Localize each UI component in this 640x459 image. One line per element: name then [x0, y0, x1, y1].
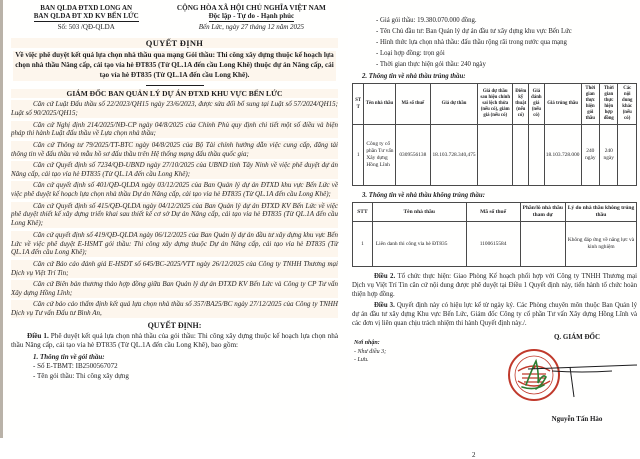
article-3-text: Quyết định này có hiệu lực kể từ ngày ký. Các Phòng chuyên môn thuộc Ban Quản lý dự án đầu tư xây dựng Khu vực Bến Lức, Giám đốc Công ty cổ phần Tư vấn Xây dựng Hồng Lĩnh và các đơn vị liên quan chịu trách nhiệm thi hành Quyết định này./.: [352, 301, 637, 327]
org-parent-name: BAN QLDA ĐTXD LONG AN: [40, 4, 133, 12]
col-contract-duration: Thời gian thực hiện hợp đồng: [600, 84, 618, 125]
article-1-label: Điều 1.: [27, 332, 49, 341]
col-other-contents: Các nội dung khác (nếu có): [618, 84, 637, 125]
col-bid-price: Giá dự thầu: [431, 84, 478, 125]
article-2-text: Tổ chức thực hiện: Giao Phòng Kế hoạch phối hợp với Công ty TNHH Thương mại Dịch vụ Việt Trí Tin căn cứ nội dung được phê duyệt tại Điều 1 Quyết định này, tiến hành tổ chức hoàn thiện hợp đồng.: [352, 273, 637, 298]
cell-lot-participated: [520, 222, 565, 267]
article-1: [11, 332, 338, 351]
cell-tax-code: 1100615584: [466, 222, 520, 267]
cell-rejection-reason: Không đáp ứng về năng lực và kinh nghiệm: [565, 222, 636, 267]
cell-other-contents: [618, 125, 637, 186]
col-lot-participated: Phần/lô nhà thầu tham dự: [520, 203, 565, 222]
article-2-label: Điều 2.: [374, 273, 396, 281]
place-dateline: Bến Lức, ngày 27 tháng 12 năm 2025: [198, 23, 304, 31]
national-header-block: [165, 4, 338, 31]
cell-tax-code: 0309556138: [395, 125, 431, 186]
winning-bidder-table: [352, 83, 637, 186]
document-number: Số: 503 /QĐ-QLDA: [57, 23, 115, 31]
signature-block: [352, 332, 637, 459]
title-separator: [146, 85, 204, 86]
col-winning-price: Giá trúng thầu: [544, 84, 581, 125]
national-motto: Độc lập - Tự do - Hạnh phúc: [208, 12, 295, 20]
recital-paragraph: Căn cứ Quyết định số 7234/QĐ-UBND ngày 27/10/2025 của UBND tỉnh Tây Ninh về việc phê duyệt dự án Nâng cấp, cải tạo vỉa hè ĐT835 (Từ QL.1A đến cầu Long Khê);: [11, 161, 338, 178]
recitals-block: [11, 100, 338, 318]
section-2-heading: 2. Thông tin về nhà thầu trúng thầu:: [362, 73, 466, 81]
package-info-item: - Tên Chủ đầu tư: Ban Quản lý dự án đầu tư xây dựng khu vực Bến Lức: [376, 27, 572, 35]
cell-winning-price: 18.103.728.000: [544, 125, 581, 186]
col-evaluated-price: Giá đánh giá (nếu có): [529, 84, 545, 125]
unsuccessful-bidder-table: [352, 202, 637, 267]
package-info-continued: [352, 16, 637, 70]
winning-bidder-row: [353, 125, 637, 186]
recital-paragraph: Căn cứ Nghị định 214/2025/NĐ-CP ngày 04/8/2025 của Chính Phủ quy định chi tiết một số điều và biện pháp thi hành Luật đấu thầu về Lựa chọn nhà thầu;: [11, 120, 338, 138]
col-package-duration: Thời gian thực hiện gói thầu: [581, 84, 599, 125]
package-info-item: - Loại hợp đồng: trọn gói: [376, 49, 445, 57]
recital-paragraph: Căn cứ Thông tư 79/2025/TT-BTC ngày 04/8/2025 của Bộ Tài chính hướng dẫn việc cung cấp, đăng tải thông tin về đấu thầu và mẫu hồ sơ đấu thầu trên Hệ thống mạng đấu thầu quốc gia;: [11, 140, 338, 158]
cell-package-duration: 240 ngày: [581, 125, 599, 186]
recipients-label: Nơi nhận:: [354, 339, 380, 346]
recital-paragraph: Căn cứ Luật Đấu thầu số 22/2023/QH15 ngày 23/6/2023, được sửa đổi bổ sung tại Luật số 57/2024/QH15; Luật số 90/2025/QH15;: [11, 100, 338, 118]
org-name: BAN QLDA ĐT XD KV BẾN LỨC: [33, 12, 139, 20]
col-stt: STT: [353, 203, 373, 222]
signer-title: Q. GIÁM ĐỐC: [553, 332, 601, 341]
col-tax-code: Mã số thuế: [395, 84, 431, 125]
col-technical-score: Điểm kỹ thuật (nếu có): [513, 84, 529, 125]
recipient-item: - Như điều 3;: [354, 348, 387, 355]
cell-stt: 1: [353, 125, 364, 186]
col-rejection-reason: Lý do nhà thầu không trúng thầu: [565, 203, 636, 222]
cell-contractor-name: Công ty cổ phần Tư vấn Xây dựng Hồng Lĩnh: [364, 125, 395, 186]
article-1-text: Phê duyệt kết quả lựa chọn nhà thầu của gói thầu: Thi công xây dựng thuộc kế hoạch lựa chọn nhà thầu Nâng cấp, cải tạo vỉa hè ĐT835 (Từ QL.1A đến cầu Long Khê), bao gồm:: [11, 332, 339, 350]
recital-paragraph: Căn cứ quyết định số 401/QĐ-QLDA ngày 03/12/2025 của Ban Quản lý dự án ĐTXD khu vực Bến Lức về việc phê duyệt kế hoạch lựa chọn nhà thầu Dự án Nâng cấp, cải tạo vỉa hè ĐT835 (Từ QL.1A đến cầu Long Khê);: [11, 181, 338, 199]
col-contractor-name: Tên nhà thầu: [372, 203, 466, 222]
document-page-2: [350, 0, 640, 459]
package-info-item: - Giá gói thầu: 19.380.070.000 đồng.: [376, 17, 477, 24]
article-3: [352, 302, 637, 329]
cell-contract-duration: 240 ngày: [600, 125, 618, 186]
signer-name: Nguyễn Tấn Hào: [551, 414, 603, 423]
recipient-item: - Lưu.: [354, 357, 369, 364]
cell-stt: 1: [353, 222, 373, 267]
stamp-signature-graphic: [482, 341, 640, 411]
col-tax-code: Mã số thuế: [466, 203, 520, 222]
unsuccessful-bidder-row: [353, 222, 637, 267]
document-title: QUYẾT ĐỊNH: [11, 38, 338, 48]
cell-bid-price: 18.103.728.340,475: [431, 125, 478, 186]
package-info-item: - Tên gói thầu: Thi công xây dựng: [33, 371, 129, 380]
recital-paragraph: Căn cứ Báo cáo đánh giá E-HSDT số 645/BC-2025/VTT ngày 26/12/2025 của Công ty TNHH Thương mại Dịch vụ Việt Trí Tin;: [11, 259, 338, 277]
national-title: CỘNG HÒA XÃ HỘI CHỦ NGHĨA VIỆT NAM: [176, 4, 326, 12]
col-contractor-name: Tên nhà thầu: [364, 84, 395, 125]
issuing-org-block: [11, 4, 161, 31]
article-2: [352, 273, 637, 300]
document-header: [11, 4, 338, 31]
cell-contractor-name: Liên danh thi công vỉa hè ĐT835: [372, 222, 466, 267]
recipients-list: [354, 339, 386, 365]
decision-heading: QUYẾT ĐỊNH:: [147, 321, 202, 331]
authority-heading: GIÁM ĐỐC BAN QUẢN LÝ DỰ ÁN ĐTXD KHU VỰC BẾN LỨC: [11, 89, 338, 98]
official-stamp-and-signature: [482, 341, 640, 416]
document-subtitle: Về việc phê duyệt kết quả lựa chọn nhà thầu qua mạng Gói thầu: Thi công xây dựng thuộc kế hoạch lựa chọn nhà thầu Nâng cấp, cải tạo vỉa hè ĐT835 (Từ QL.1A đến cầu Long Khê) thuộc dự án Nâng cấp, cải tạo vỉa hè ĐT835 (Từ QL.1A đến cầu Long Khê).: [13, 51, 336, 81]
col-adjusted-bid-price: Giá dự thầu sau hiệu chỉnh sai lệch thừa (nếu có), giảm giá (nếu có): [477, 84, 513, 125]
recital-paragraph: Căn cứ Quyết định số 415/QĐ-QLDA ngày 04/12/2025 của Ban Quản lý dự án ĐTXD KV Bến Lức về việc phê duyệt thiết kế xây dựng triển khai sau thiết kế cơ sở Dự án Nâng cấp, cải tạo vỉa hè ĐT835 (Từ QL.1A đến cầu Long Khê);: [11, 201, 338, 228]
unsuccessful-bidder-header-row: [353, 203, 637, 222]
cell-evaluated-price: [529, 125, 545, 186]
winning-bidder-header-row: [353, 84, 637, 125]
official-stamp: [509, 350, 559, 400]
recital-paragraph: Căn cứ Biên bản thương thảo hợp đồng giữa Ban Quản lý dự án ĐTXD KV Bến Lức và Công ty CP Tư vấn Xây dựng Hồng Lĩnh;: [11, 280, 338, 297]
page-number: 2: [472, 450, 476, 459]
recital-paragraph: Căn cứ quyết định số 419/QĐ-QLDA ngày 06/12/2025 của Ban Quản lý dự án đầu tư xây dựng khu vực Bến Lức về việc phê duyệt E-HSMT gói thầu: Thi công xây dựng thuộc Dự án Nâng cấp, cải tạo vỉa hè ĐT835 (Từ QL.1A đến cầu Long Khê);: [11, 230, 338, 257]
article-3-label: Điều 3.: [374, 301, 395, 309]
package-info-item: - Thời gian thực hiện gói thầu: 240 ngày: [376, 60, 486, 68]
section-3-heading: 3. Thông tin về nhà thầu không trúng thầu:: [362, 192, 485, 200]
package-info-item: - Số E-TBMT: IB2500567072: [33, 362, 118, 371]
recital-paragraph: Căn cứ báo cáo thẩm định kết quả lựa chọn nhà thầu số 357/BA25/BC ngày 27/12/2025 của Công ty TNHH Dịch vụ Tư vấn Đấu tư Bình An,: [11, 300, 338, 318]
cell-adjusted-bid-price: [477, 125, 513, 186]
col-stt: STT: [353, 84, 364, 125]
cell-technical-score: [513, 125, 529, 186]
section-1-heading: 1. Thông tin về gói thầu:: [33, 352, 105, 361]
package-info-item: - Hình thức lựa chọn nhà thầu: đấu thầu rộng rãi trong nước qua mạng: [376, 38, 567, 46]
